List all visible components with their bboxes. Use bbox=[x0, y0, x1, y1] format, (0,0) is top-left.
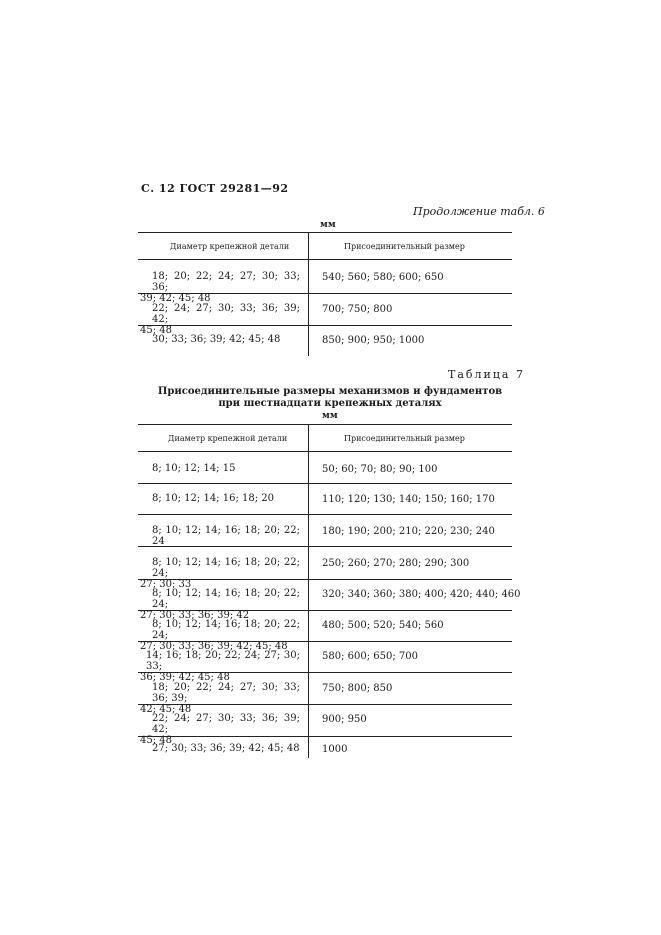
table7-col-left-header: Диаметр крепежной детали bbox=[168, 434, 288, 443]
table7-row-diameters: 22; 24; 27; 30; 33; 36; 39; 42; 45; 48 bbox=[140, 713, 300, 746]
table7-row-diameters: 14; 16; 18; 20; 22; 24; 27; 30; 33; 36; 39; 42; 45; 48 bbox=[140, 650, 300, 683]
page-header: С. 12 ГОСТ 29281—92 bbox=[141, 182, 289, 195]
table7-title-line1: Присоединительные размеры механизмов и фундаментов bbox=[157, 386, 503, 397]
table7-row-diameters: 8; 10; 12; 14; 16; 18; 20; 22; 24; 27; 30; 33; 36; 39; 42; 45; 48 bbox=[140, 619, 300, 652]
table7-row-sizes: 180; 190; 200; 210; 220; 230; 240 bbox=[322, 526, 495, 537]
table7-row-diameters: 8; 10; 12; 14; 16; 18; 20; 22; 24; 27; 30; 33 bbox=[140, 557, 300, 590]
table7-row-sizes: 480; 500; 520; 540; 560 bbox=[322, 620, 444, 631]
table7-row-sizes: 250; 260; 270; 280; 290; 300 bbox=[322, 558, 470, 569]
table7-row-rule bbox=[138, 546, 512, 547]
table7-row-sizes: 110; 120; 130; 140; 150; 160; 170 bbox=[322, 494, 495, 505]
table7-number: Таблица 7 bbox=[448, 368, 525, 381]
table6-row-sizes: 700; 750; 800 bbox=[322, 304, 393, 315]
table6-col-right-header: Присоединительный размер bbox=[344, 242, 465, 251]
table7-row-rule bbox=[138, 579, 512, 580]
table7-row-sizes: 320; 340; 360; 380; 400; 420; 440; 460 bbox=[322, 589, 521, 600]
table7-row-rule bbox=[138, 736, 512, 737]
table6-row-rule bbox=[138, 325, 512, 326]
table6-row-rule bbox=[138, 293, 512, 294]
table6-top-rule bbox=[138, 232, 512, 233]
table6-row-diameters: 22; 24; 27; 30; 33; 36; 39; 42; 45; 48 bbox=[140, 303, 300, 336]
table7-row-rule bbox=[138, 483, 512, 484]
table6-row-diameters: 18; 20; 22; 24; 27; 30; 33; 36; 39; 42; 45; 48 bbox=[140, 271, 300, 304]
table6-header-rule bbox=[138, 259, 512, 260]
table7-top-rule bbox=[138, 424, 512, 425]
table6-row-sizes: 540; 560; 580; 600; 650 bbox=[322, 272, 444, 283]
table7-row-diameters: 8; 10; 12; 14; 16; 18; 20 bbox=[152, 493, 274, 504]
table7-row-sizes: 900; 950 bbox=[322, 714, 367, 725]
table7-row-rule bbox=[138, 672, 512, 673]
table6-col-left-header: Диаметр крепежной детали bbox=[170, 242, 290, 251]
table7-title-line2: при шестнадцати крепежных деталях bbox=[218, 398, 442, 409]
table7-row-diameters: 18; 20; 22; 24; 27; 30; 33; 36; 39; 42; 45; 48 bbox=[140, 682, 300, 715]
table7-row-rule bbox=[138, 641, 512, 642]
table7-row-diameters: 8; 10; 12; 14; 16; 18; 20; 22; 24 bbox=[152, 525, 300, 547]
table7-row-diameters: 8; 10; 12; 14; 15 bbox=[152, 463, 236, 474]
table7-row-diameters: 27; 30; 33; 36; 39; 42; 45; 48 bbox=[152, 743, 300, 754]
table7-row-rule bbox=[138, 704, 512, 705]
table7-row-diameters: 8; 10; 12; 14; 16; 18; 20; 22; 24; 27; 30; 33; 36; 39; 42 bbox=[140, 588, 300, 621]
table7-column-divider bbox=[308, 424, 309, 758]
table6-row-sizes: 850; 900; 950; 1000 bbox=[322, 335, 425, 346]
table7-header-rule bbox=[138, 451, 512, 452]
table6-unit: мм bbox=[320, 220, 336, 230]
table7-row-rule bbox=[138, 610, 512, 611]
table7-row-rule bbox=[138, 514, 512, 515]
table7-row-sizes: 580; 600; 650; 700 bbox=[322, 651, 418, 662]
table6-continuation-label: Продолжение табл. 6 bbox=[413, 205, 545, 218]
table7-unit: мм bbox=[322, 411, 338, 421]
table7-row-sizes: 1000 bbox=[322, 744, 348, 755]
table7-col-right-header: Присоединительный размер bbox=[344, 434, 465, 443]
table7-row-sizes: 750; 800; 850 bbox=[322, 683, 393, 694]
table6-row-diameters: 30; 33; 36; 39; 42; 45; 48 bbox=[152, 334, 281, 345]
table7-row-sizes: 50; 60; 70; 80; 90; 100 bbox=[322, 464, 438, 475]
table6-column-divider bbox=[308, 232, 309, 356]
